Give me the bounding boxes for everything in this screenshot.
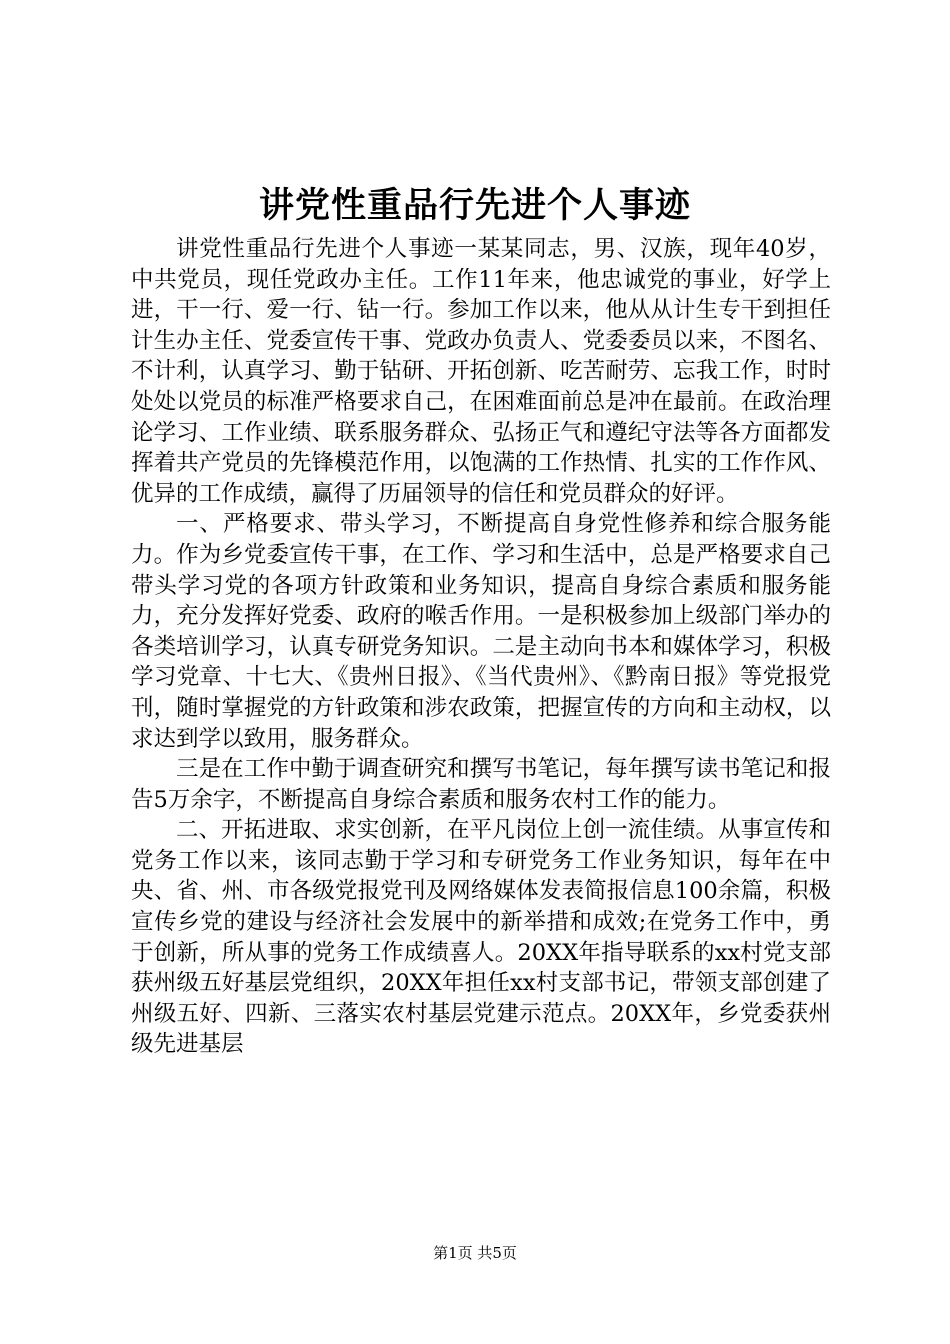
paragraph-section-one: 一、严格要求、带头学习，不断提高自身党性修养和综合服务能力。作为乡党委宣传干事，在工作、学习和生活中，总是严格要求自己带头学习党的各项方针政策和业务知识，提高自身综合素质和服务能力，充分发挥好党委、政府的喉舌作用。一是积极参加上级部门举办的各类培训学习，认真专研党务知识。二是主动向书本和媒体学习，积极学习党章、十七大、《贵州日报》、《当代贵州》、《黔南日报》等党报党刊，随时掌握党的方针政策和涉农政策，把握宣传的方向和主动权，以求达到学以致用，服务群众。 <box>131 511 831 752</box>
document-body <box>131 234 831 1060</box>
paragraph-intro: 讲党性重品行先进个人事迹一某某同志，男、汉族，现年40岁，中共党员，现任党政办主任。工作11年来，他忠诚党的事业，好学上进，干一行、爱一行、钻一行。参加工作以来，他从从计生专干到担任计生办主任、党委宣传干事、党政办负责人、党委委员以来，不图名、不计利，认真学习、勤于钻研、开拓创新、吃苦耐劳、忘我工作，时时处处以党员的标准严格要求自己，在困难面前总是冲在最前。在政治理论学习、工作业绩、联系服务群众、弘扬正气和遵纪守法等各方面都发挥着共产党员的先锋模范作用，以饱满的工作热情、扎实的工作作风、优异的工作成绩，赢得了历届领导的信任和党员群众的好评。 <box>131 236 831 507</box>
paragraph-section-two: 二、开拓进取、求实创新，在平凡岗位上创一流佳绩。从事宣传和党务工作以来，该同志勤于学习和专研党务工作业务知识，每年在中央、省、州、市各级党报党刊及网络媒体发表简报信息100余篇，积极宣传乡党的建设与经济社会发展中的新举措和成效;在党务工作中，勇于创新，所从事的党务工作成绩喜人。20XX年指导联系的xx村党支部获州级五好基层党组织，20XX年担任xx村支部书记，带领支部创建了州级五好、四新、三落实农村基层党建示范点。20XX年，乡党委获州级先进基层 <box>131 817 831 1058</box>
document-title: 讲党性重品行先进个人事迹 <box>258 185 691 226</box>
page-footer: 第1页 共5页 <box>433 1244 517 1262</box>
paragraph-section-one-cont: 三是在工作中勤于调查研究和撰写书笔记，每年撰写读书笔记和报告5万余字，不断提高自身综合素质和服务农村工作的能力。 <box>131 756 831 813</box>
